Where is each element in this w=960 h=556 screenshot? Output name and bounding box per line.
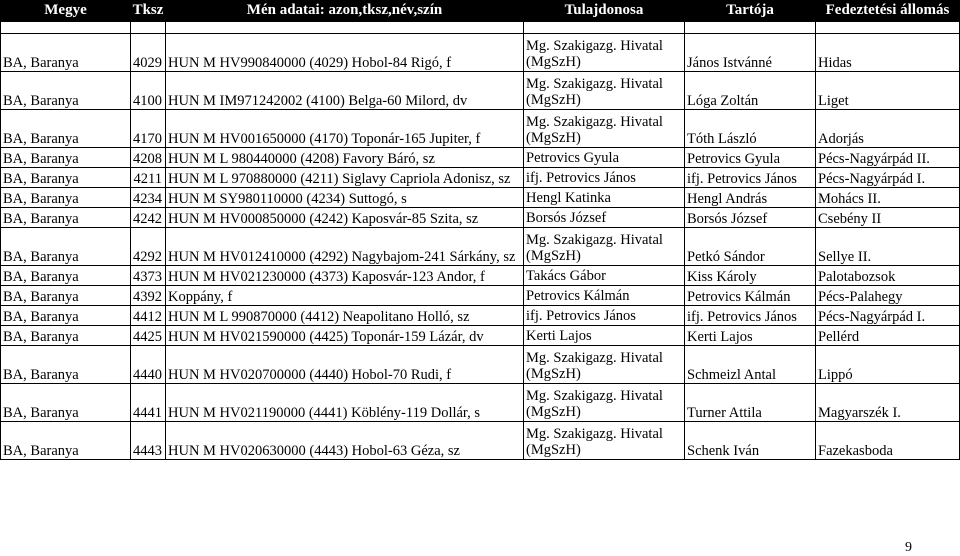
cell-tartoja: Petrovics Kálmán	[685, 286, 816, 306]
header-allomas: Fedeztetési állomás	[816, 1, 960, 22]
cell-tulajdonosa: Hengl Katinka	[524, 188, 685, 208]
cell-megye: BA, Baranya	[1, 72, 131, 110]
cell-horse: HUN M L 990870000 (4412) Neapolitano Holló, sz	[166, 306, 524, 326]
cell-tartoja: Hengl András	[685, 188, 816, 208]
cell-tksz: 4208	[131, 148, 166, 168]
cell-horse: HUN M HV021230000 (4373) Kaposvár-123 Andor, f	[166, 266, 524, 286]
cell-allomas: Hidas	[816, 34, 960, 72]
header-horse: Mén adatai: azon,tksz,név,szín	[166, 1, 524, 22]
cell-megye: BA, Baranya	[1, 208, 131, 228]
cell-horse: HUN M L 980440000 (4208) Favory Báró, sz	[166, 148, 524, 168]
cell-horse: HUN M SY980110000 (4234) Suttogó, s	[166, 188, 524, 208]
cell-megye: BA, Baranya	[1, 168, 131, 188]
cell-tulajdonosa: Mg. Szakigazg. Hivatal (MgSzH)	[524, 110, 685, 148]
cell-tulajdonosa: Kerti Lajos	[524, 326, 685, 346]
cell-horse: HUN M HV021190000 (4441) Köblény-119 Dollár, s	[166, 384, 524, 422]
table-row	[1, 72, 960, 110]
cell-tksz: 4440	[131, 346, 166, 384]
cell-megye: BA, Baranya	[1, 306, 131, 326]
header-tulajdonosa: Tulajdonosa	[524, 1, 685, 22]
cell-tartoja: Lóga Zoltán	[685, 72, 816, 110]
header-megye: Megye	[1, 1, 131, 22]
cell-horse: HUN M HV000850000 (4242) Kaposvár-85 Szita, sz	[166, 208, 524, 228]
table-row	[1, 208, 960, 228]
table-row	[1, 168, 960, 188]
cell-tartoja: Kiss Károly	[685, 266, 816, 286]
cell-tartoja: Schenk Iván	[685, 422, 816, 460]
cell-allomas: Fazekasboda	[816, 422, 960, 460]
cell-allomas: Pécs-Nagyárpád II.	[816, 148, 960, 168]
cell-tartoja: Kerti Lajos	[685, 326, 816, 346]
cell-tksz: 4425	[131, 326, 166, 346]
cell-tksz: 4441	[131, 384, 166, 422]
cell-horse: HUN M HV001650000 (4170) Toponár-165 Jupiter, f	[166, 110, 524, 148]
header-tksz: Tksz	[131, 1, 166, 22]
cell-tksz: 4170	[131, 110, 166, 148]
table-row	[1, 188, 960, 208]
table-row	[1, 384, 960, 422]
cell-tksz: 4443	[131, 422, 166, 460]
cell-tulajdonosa: Borsós József	[524, 208, 685, 228]
table-row	[1, 306, 960, 326]
cell-tulajdonosa: Mg. Szakigazg. Hivatal (MgSzH)	[524, 72, 685, 110]
cell-allomas: Pécs-Palahegy	[816, 286, 960, 306]
cell-megye: BA, Baranya	[1, 188, 131, 208]
cell-allomas: Pellérd	[816, 326, 960, 346]
cell-tartoja: Petkó Sándor	[685, 228, 816, 266]
cell-tksz: 4029	[131, 34, 166, 72]
cell-horse: Koppány, f	[166, 286, 524, 306]
cell-allomas: Mohács II.	[816, 188, 960, 208]
cell-tulajdonosa: Mg. Szakigazg. Hivatal (MgSzH)	[524, 422, 685, 460]
table-row	[1, 346, 960, 384]
cell-allomas: Palotabozsok	[816, 266, 960, 286]
table-row	[1, 286, 960, 306]
cell-tulajdonosa: Mg. Szakigazg. Hivatal (MgSzH)	[524, 228, 685, 266]
cell-tksz: 4412	[131, 306, 166, 326]
cell-tksz: 4211	[131, 168, 166, 188]
cell-allomas: Csebény II	[816, 208, 960, 228]
table-row	[1, 148, 960, 168]
cell-tartoja: Petrovics Gyula	[685, 148, 816, 168]
cell-tksz: 4100	[131, 72, 166, 110]
cell-megye: BA, Baranya	[1, 148, 131, 168]
cell-tulajdonosa: ifj. Petrovics János	[524, 306, 685, 326]
table-row	[1, 326, 960, 346]
cell-allomas: Magyarszék I.	[816, 384, 960, 422]
cell-megye: BA, Baranya	[1, 34, 131, 72]
cell-tartoja: ifj. Petrovics János	[685, 168, 816, 188]
cell-tulajdonosa: Mg. Szakigazg. Hivatal (MgSzH)	[524, 384, 685, 422]
cell-allomas: Pécs-Nagyárpád I.	[816, 306, 960, 326]
header-tartoja: Tartója	[685, 1, 816, 22]
cell-tulajdonosa: Takács Gábor	[524, 266, 685, 286]
cell-horse: HUN M HV021590000 (4425) Toponár-159 Lázár, dv	[166, 326, 524, 346]
cell-tartoja: Borsós József	[685, 208, 816, 228]
cell-tulajdonosa: Mg. Szakigazg. Hivatal (MgSzH)	[524, 34, 685, 72]
cell-allomas: Sellye II.	[816, 228, 960, 266]
cell-horse: HUN M HV990840000 (4029) Hobol-84 Rigó, f	[166, 34, 524, 72]
cell-tartoja: Schmeizl Antal	[685, 346, 816, 384]
table-row	[1, 34, 960, 72]
cell-tksz: 4292	[131, 228, 166, 266]
cell-horse: HUN M HV020630000 (4443) Hobol-63 Géza, sz	[166, 422, 524, 460]
cell-tulajdonosa: ifj. Petrovics János	[524, 168, 685, 188]
cell-tksz: 4242	[131, 208, 166, 228]
cell-horse: HUN M L 970880000 (4211) Siglavy Capriola Adonisz, sz	[166, 168, 524, 188]
cell-allomas: Pécs-Nagyárpád I.	[816, 168, 960, 188]
header-row	[1, 1, 960, 22]
cell-megye: BA, Baranya	[1, 346, 131, 384]
cell-tartoja: János Istvánné	[685, 34, 816, 72]
table-row	[1, 228, 960, 266]
table-row	[1, 422, 960, 460]
cell-allomas: Lippó	[816, 346, 960, 384]
cell-tartoja: Tóth László	[685, 110, 816, 148]
cell-megye: BA, Baranya	[1, 384, 131, 422]
cell-allomas: Liget	[816, 72, 960, 110]
cell-megye: BA, Baranya	[1, 326, 131, 346]
cell-tulajdonosa: Mg. Szakigazg. Hivatal (MgSzH)	[524, 346, 685, 384]
cell-tartoja: ifj. Petrovics János	[685, 306, 816, 326]
table-row	[1, 266, 960, 286]
cell-megye: BA, Baranya	[1, 228, 131, 266]
cell-horse: HUN M HV012410000 (4292) Nagybajom-241 Sárkány, sz	[166, 228, 524, 266]
cell-tksz: 4234	[131, 188, 166, 208]
cell-tartoja: Turner Attila	[685, 384, 816, 422]
page-number: 9	[905, 540, 912, 555]
cell-megye: BA, Baranya	[1, 266, 131, 286]
cell-tksz: 4392	[131, 286, 166, 306]
cell-megye: BA, Baranya	[1, 422, 131, 460]
cell-horse: HUN M IM971242002 (4100) Belga-60 Milord, dv	[166, 72, 524, 110]
cell-tulajdonosa: Petrovics Kálmán	[524, 286, 685, 306]
cell-megye: BA, Baranya	[1, 110, 131, 148]
table-row	[1, 110, 960, 148]
cell-allomas: Adorjás	[816, 110, 960, 148]
cell-tulajdonosa: Petrovics Gyula	[524, 148, 685, 168]
cell-megye: BA, Baranya	[1, 286, 131, 306]
cell-horse: HUN M HV020700000 (4440) Hobol-70 Rudi, f	[166, 346, 524, 384]
spacer-row	[1, 22, 960, 34]
cell-tksz: 4373	[131, 266, 166, 286]
